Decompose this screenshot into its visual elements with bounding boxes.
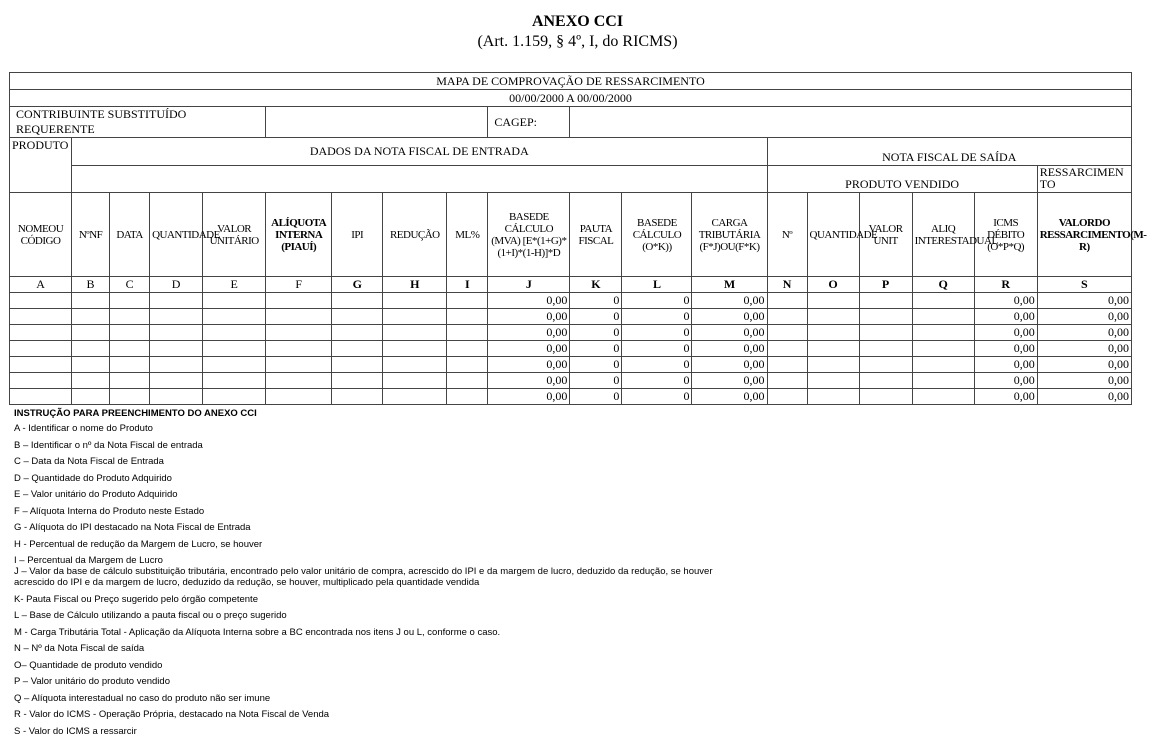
table-cell-i[interactable] [447, 293, 488, 309]
entrada-header: DADOS DA NOTA FISCAL DE ENTRADA [72, 138, 767, 166]
table-cell-d[interactable] [150, 373, 203, 389]
table-cell-o[interactable] [807, 341, 859, 357]
table-cell-n[interactable] [767, 309, 807, 325]
table-cell-f[interactable] [266, 341, 332, 357]
instructions [14, 408, 754, 742]
col-letter: P [859, 277, 912, 293]
table-cell-f[interactable] [266, 373, 332, 389]
table-row [10, 309, 1132, 325]
table-cell-n[interactable] [767, 341, 807, 357]
col-header: ALIQ INTERESTADUAL [912, 193, 974, 277]
table-cell-l[interactable]: 0 [622, 293, 692, 309]
col-letter: K [570, 277, 622, 293]
table-cell-e[interactable] [203, 309, 266, 325]
table-cell-a[interactable] [10, 325, 72, 341]
col-header: QUANTIDADE [150, 193, 203, 277]
table-cell-c[interactable] [110, 309, 150, 325]
col-letter: N [767, 277, 807, 293]
instruction-line: O– Quantidade de produto vendido [14, 659, 163, 671]
table-cell-k[interactable]: 0 [570, 309, 622, 325]
table-cell-l[interactable]: 0 [622, 325, 692, 341]
table-cell-d[interactable] [150, 325, 203, 341]
table-cell-q[interactable] [912, 389, 974, 405]
table-cell-q[interactable] [912, 309, 974, 325]
col-letter: O [807, 277, 859, 293]
table-cell-f[interactable] [266, 293, 332, 309]
col-header: QUANTIDADE [807, 193, 859, 277]
table-cell-i[interactable] [447, 309, 488, 325]
table-cell-d[interactable] [150, 357, 203, 373]
instruction-line: L – Base de Cálculo utilizando a pauta fiscal ou o preço sugerido [14, 610, 287, 621]
col-letter: G [332, 277, 383, 293]
col-header: ICMS DÉBITO (O*P*Q) [974, 193, 1037, 277]
table-cell-c[interactable] [110, 341, 150, 357]
col-letter: B [72, 277, 110, 293]
table-cell-c[interactable] [110, 389, 150, 405]
table-cell-n[interactable] [767, 389, 807, 405]
contributor-label: CONTRIBUINTE SUBSTITUÍDO REQUERENTE [10, 107, 266, 138]
table-cell-f[interactable] [266, 389, 332, 405]
table-cell-c[interactable] [110, 373, 150, 389]
table-cell-g[interactable] [332, 325, 383, 341]
table-cell-g[interactable] [332, 341, 383, 357]
table-cell-a[interactable] [10, 389, 72, 405]
table-cell-l[interactable]: 0 [622, 389, 692, 405]
instruction-line: M - Carga Tributária Total - Aplicação da Alíquota Interna sobre a BC encontrada nos itens J ou L, conforme o caso. [14, 626, 501, 638]
instruction-line: D – Quantidade do Produto Adquirido [14, 472, 172, 484]
table-cell-d[interactable] [150, 309, 203, 325]
table-cell-p[interactable] [859, 325, 912, 341]
table-cell-q[interactable] [912, 357, 974, 373]
table-cell-s[interactable]: 0,00 [1037, 325, 1131, 341]
col-header: BASEDE CÁLCULO (MVA) [E*(1+G)*(1+I)*(1-H)]*D [488, 193, 570, 277]
col-header: VALORDO RESSARCIMENTO(M-R) [1037, 193, 1131, 277]
table-cell-k[interactable]: 0 [570, 293, 622, 309]
table-cell-h[interactable] [383, 309, 447, 325]
table-cell-c[interactable] [110, 293, 150, 309]
table-cell-o[interactable] [807, 373, 859, 389]
instructions-list [14, 423, 754, 737]
instruction-line: Q – Alíquota interestadual no caso do produto não ser imune [14, 692, 271, 704]
table-cell-f[interactable] [266, 325, 332, 341]
reimbursement-map-table [9, 72, 1147, 405]
table-cell-i[interactable] [447, 373, 488, 389]
table-cell-m[interactable]: 0,00 [692, 341, 767, 357]
table-cell-b[interactable] [72, 309, 110, 325]
column-letters-row [10, 277, 1132, 293]
table-cell-r[interactable]: 0,00 [974, 373, 1037, 389]
instructions-title: INSTRUÇÃO PARA PREENCHIMENTO DO ANEXO CCI [14, 408, 257, 419]
table-cell-g[interactable] [332, 389, 383, 405]
table-cell-j[interactable]: 0,00 [488, 325, 570, 341]
period: 00/00/2000 A 00/00/2000 [10, 90, 1132, 107]
col-header: PAUTA FISCAL [570, 193, 622, 277]
table-cell-h[interactable] [383, 357, 447, 373]
table-cell-q[interactable] [912, 293, 974, 309]
table-cell-m[interactable]: 0,00 [692, 373, 767, 389]
ressarcimento-header: RESSARCIMENTO [1037, 166, 1131, 193]
table-cell-e[interactable] [203, 389, 266, 405]
table-cell-q[interactable] [912, 373, 974, 389]
table-cell-o[interactable] [807, 357, 859, 373]
table-cell-r[interactable]: 0,00 [974, 309, 1037, 325]
table-row [10, 341, 1132, 357]
table-cell-e[interactable] [203, 325, 266, 341]
table-cell-p[interactable] [859, 341, 912, 357]
table-cell-m[interactable]: 0,00 [692, 357, 767, 373]
table-cell-p[interactable] [859, 373, 912, 389]
col-letter: M [692, 277, 767, 293]
table-cell-b[interactable] [72, 389, 110, 405]
table-cell-s[interactable]: 0,00 [1037, 373, 1131, 389]
table-cell-f[interactable] [266, 309, 332, 325]
table-cell-h[interactable] [383, 293, 447, 309]
table-cell-r[interactable]: 0,00 [974, 357, 1037, 373]
table-cell-g[interactable] [332, 373, 383, 389]
instruction-line: K- Pauta Fiscal ou Preço sugerido pelo órgão competente [14, 593, 258, 605]
table-cell-n[interactable] [767, 357, 807, 373]
produto-header: PRODUTO [10, 138, 72, 193]
column-headers-row [10, 193, 1132, 277]
table-cell-k[interactable]: 0 [570, 341, 622, 357]
table-row [10, 389, 1132, 405]
col-header: DATA [110, 193, 150, 277]
table-cell-k[interactable]: 0 [570, 325, 622, 341]
instruction-line: F – Alíquota Interna do Produto neste Estado [14, 505, 205, 517]
instruction-line: N – Nº da Nota Fiscal de saída [14, 643, 145, 654]
col-letter: D [150, 277, 203, 293]
table-cell-d[interactable] [150, 293, 203, 309]
table-cell-h[interactable] [383, 341, 447, 357]
col-header: BASEDE CÁLCULO (O*K)) [622, 193, 692, 277]
cagep-field[interactable] [570, 107, 1132, 138]
table-cell-o[interactable] [807, 293, 859, 309]
col-header: ALÍQUOTA INTERNA (PIAUÍ) [266, 193, 332, 277]
table-cell-m[interactable]: 0,00 [692, 309, 767, 325]
table-cell-q[interactable] [912, 341, 974, 357]
table-cell-r[interactable]: 0,00 [974, 293, 1037, 309]
table-cell-p[interactable] [859, 309, 912, 325]
contributor-field[interactable] [266, 107, 488, 138]
table-cell-a[interactable] [10, 357, 72, 373]
table-cell-r[interactable]: 0,00 [974, 341, 1037, 357]
table-cell-j[interactable]: 0,00 [488, 389, 570, 405]
table-cell-e[interactable] [203, 357, 266, 373]
col-letter: J [488, 277, 570, 293]
table-cell-b[interactable] [72, 341, 110, 357]
col-letter: H [383, 277, 447, 293]
table-cell-i[interactable] [447, 389, 488, 405]
table-cell-r[interactable]: 0,00 [974, 325, 1037, 341]
data-rows [10, 293, 1132, 405]
instruction-line: A - Identificar o nome do Produto [14, 423, 153, 434]
col-letter: E [203, 277, 266, 293]
col-letter: F [266, 277, 332, 293]
instruction-line: I – Percentual da Margem de Lucro [14, 555, 163, 566]
table-cell-k[interactable]: 0 [570, 389, 622, 405]
col-letter: R [974, 277, 1037, 293]
table-cell-s[interactable]: 0,00 [1037, 357, 1131, 373]
table-cell-l[interactable]: 0 [622, 357, 692, 373]
table-cell-d[interactable] [150, 389, 203, 405]
table-cell-k[interactable]: 0 [570, 357, 622, 373]
table-cell-a[interactable] [10, 309, 72, 325]
instruction-line: H - Percentual de redução da Margem de Lucro, se houver [14, 538, 263, 550]
table-cell-a[interactable] [10, 341, 72, 357]
table-cell-q[interactable] [912, 325, 974, 341]
table-cell-s[interactable]: 0,00 [1037, 309, 1131, 325]
col-letter: C [110, 277, 150, 293]
table-cell-i[interactable] [447, 357, 488, 373]
table-cell-j[interactable]: 0,00 [488, 341, 570, 357]
col-header: VALOR UNIT [859, 193, 912, 277]
table-cell-b[interactable] [72, 325, 110, 341]
instruction-line: J – Valor da base de cálculo substituição tributária, encontrado pelo valor unitário de compra, acrescido do IPI e da margem de lucro, deduzido da redução, se houver acrescido do IPI e da margem de lucro, deduzido da redução, se houver, multiplicado pela quantidade vendida [14, 566, 713, 588]
col-header: REDUÇÃO [383, 193, 447, 277]
instruction-line: C – Data da Nota Fiscal de Entrada [14, 456, 164, 467]
col-header: ML% [447, 193, 488, 277]
instruction-line: P – Valor unitário do produto vendido [14, 676, 170, 687]
table-cell-j[interactable]: 0,00 [488, 357, 570, 373]
saida-header: NOTA FISCAL DE SAÍDA [767, 138, 1131, 166]
col-header: NOMEOU CÓDIGO [10, 193, 72, 277]
table-cell-h[interactable] [383, 373, 447, 389]
col-letter: I [447, 277, 488, 293]
table-cell-c[interactable] [110, 357, 150, 373]
instruction-line: B – Identificar o nº da Nota Fiscal de entrada [14, 439, 203, 451]
table-cell-n[interactable] [767, 293, 807, 309]
document-title: ANEXO CCI [531, 13, 624, 30]
entrada-spacer [72, 166, 767, 193]
table-cell-a[interactable] [10, 293, 72, 309]
table-cell-m[interactable]: 0,00 [692, 325, 767, 341]
table-cell-b[interactable] [72, 293, 110, 309]
col-header: CARGA TRIBUTÁRIA (F*J)OU(F*K) [692, 193, 767, 277]
map-title: MAPA DE COMPROVAÇÃO DE RESSARCIMENTO [10, 73, 1132, 90]
table-cell-b[interactable] [72, 357, 110, 373]
table-cell-p[interactable] [859, 357, 912, 373]
table-cell-o[interactable] [807, 325, 859, 341]
table-cell-j[interactable]: 0,00 [488, 373, 570, 389]
table-cell-d[interactable] [150, 341, 203, 357]
table-cell-b[interactable] [72, 373, 110, 389]
table-cell-n[interactable] [767, 373, 807, 389]
table-cell-f[interactable] [266, 357, 332, 373]
table-cell-c[interactable] [110, 325, 150, 341]
table-cell-h[interactable] [383, 325, 447, 341]
table-cell-h[interactable] [383, 389, 447, 405]
table-cell-o[interactable] [807, 389, 859, 405]
table-cell-g[interactable] [332, 357, 383, 373]
document-subtitle: (Art. 1.159, § 4º, I, do RICMS) [477, 33, 678, 50]
table-row [10, 325, 1132, 341]
table-cell-j[interactable]: 0,00 [488, 309, 570, 325]
table-cell-l[interactable]: 0 [622, 341, 692, 357]
col-header: NºNF [72, 193, 110, 277]
table-cell-i[interactable] [447, 325, 488, 341]
produto-vendido-header: PRODUTO VENDIDO [767, 166, 1037, 193]
table-cell-m[interactable]: 0,00 [692, 293, 767, 309]
table-cell-s[interactable]: 0,00 [1037, 389, 1131, 405]
table-cell-e[interactable] [203, 373, 266, 389]
col-header: Nº [767, 193, 807, 277]
table-cell-e[interactable] [203, 293, 266, 309]
instruction-line: S - Valor do ICMS a ressarcir [14, 725, 137, 737]
table-cell-l[interactable]: 0 [622, 373, 692, 389]
table-cell-l[interactable]: 0 [622, 309, 692, 325]
table-row [10, 293, 1132, 309]
table-cell-m[interactable]: 0,00 [692, 389, 767, 405]
table-cell-g[interactable] [332, 309, 383, 325]
col-letter: S [1037, 277, 1131, 293]
col-letter: A [10, 277, 72, 293]
table-row [10, 357, 1132, 373]
table-cell-s[interactable]: 0,00 [1037, 341, 1131, 357]
table-cell-r[interactable]: 0,00 [974, 389, 1037, 405]
table-cell-g[interactable] [332, 293, 383, 309]
table-cell-k[interactable]: 0 [570, 373, 622, 389]
table-cell-p[interactable] [859, 293, 912, 309]
table-cell-n[interactable] [767, 325, 807, 341]
col-header: IPI [332, 193, 383, 277]
table-row [10, 373, 1132, 389]
cagep-label: CAGEP: [488, 107, 570, 138]
col-letter: L [622, 277, 692, 293]
table-cell-o[interactable] [807, 309, 859, 325]
table-cell-e[interactable] [203, 341, 266, 357]
instruction-line: R - Valor do ICMS - Operação Própria, destacado na Nota Fiscal de Venda [14, 709, 330, 720]
table-cell-p[interactable] [859, 389, 912, 405]
col-letter: Q [912, 277, 974, 293]
table-cell-j[interactable]: 0,00 [488, 293, 570, 309]
col-header: VALOR UNITÁRIO [203, 193, 266, 277]
table-cell-s[interactable]: 0,00 [1037, 293, 1131, 309]
instruction-line: G - Alíquota do IPI destacado na Nota Fiscal de Entrada [14, 522, 251, 533]
instruction-line: E – Valor unitário do Produto Adquirido [14, 489, 178, 500]
table-cell-a[interactable] [10, 373, 72, 389]
table-cell-i[interactable] [447, 341, 488, 357]
